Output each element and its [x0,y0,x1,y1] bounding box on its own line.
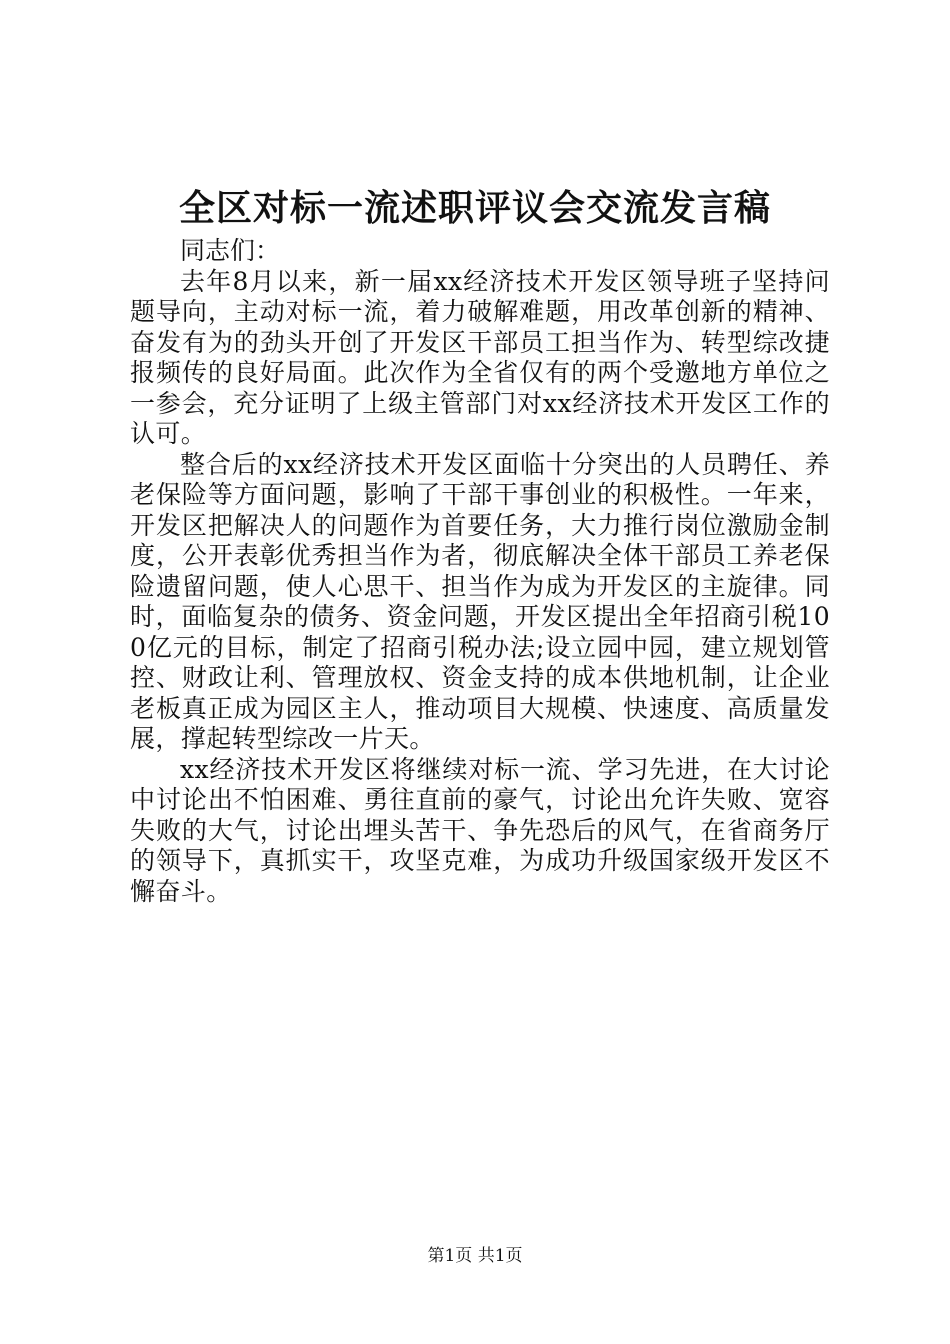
document-body [130,236,830,907]
greeting: 同志们： [180,236,281,265]
paragraph-2: 整合后的xx经济技术开发区面临十分突出的人员聘任、养老保险等方面问题，影响了干部干事创业的积极性。一年来，开发区把解决人的问题作为首要任务，大力推行岗位激励金制度，公开表彰优秀担当作为者，彻底解决全体干部员工养老保险遗留问题，使人心思干、担当作为成为开发区的主旋律。同时，面临复杂的债务、资金问题，开发区提出全年招商引税100亿元的目标，制定了招商引税办法;设立园中园，建立规划管控、财政让利、管理放权、资金支持的成本供地机制，让企业老板真正成为园区主人，推动项目大规模、快速度、高质量发展，撑起转型综改一片天。 [130,449,830,753]
document-title: 全区对标一流述职评议会交流发言稿 [178,187,771,229]
page-number-footer: 第1页 共1页 [427,1246,523,1266]
paragraph-1: 去年8月以来，新一届xx经济技术开发区领导班子坚持问题导向，主动对标一流，着力破解难题，用改革创新的精神、奋发有为的劲头开创了开发区干部员工担当作为、转型综改捷报频传的良好局面。此次作为全省仅有的两个受邀地方单位之一参会，充分证明了上级主管部门对xx经济技术开发区工作的认可。 [130,266,830,448]
paragraph-3: xx经济技术开发区将继续对标一流、学习先进，在大讨论中讨论出不怕困难、勇往直前的豪气，讨论出允许失败、宽容失败的大气，讨论出埋头苦干、争先恐后的风气，在省商务厅的领导下，真抓实干，攻坚克难，为成功升级国家级开发区不懈奋斗。 [130,754,830,906]
